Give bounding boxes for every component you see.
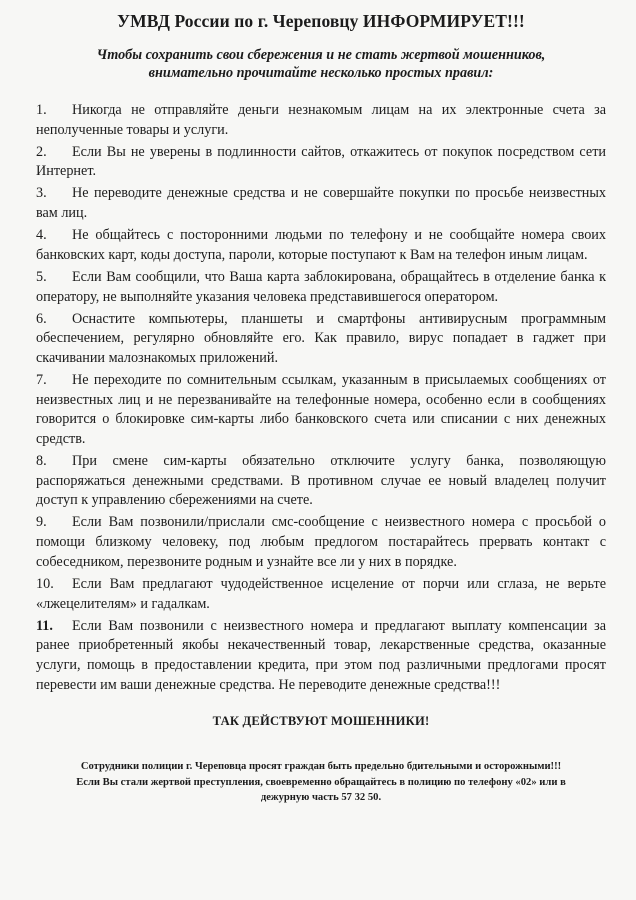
rule-text: Если Вы не уверены в подлинности сайтов, откажитесь от покупок посредством сети Интернет. [36,143,606,180]
rule-number: 7. [36,371,47,388]
rule-item [36,143,606,182]
rule-item [36,310,606,369]
rule-number: 4. [36,227,47,244]
rule-number: 1. [36,102,47,118]
rule-number: 2. [36,143,47,160]
rule-text: При смене сим-карты обязательно отключите услугу банка, позволяющую распоряжаться денежными средствами. В противном случае ее новый владелец получит доступ к управлению сбережениями на счете. [36,453,606,509]
footer-line-1: Сотрудники полиции г. Череповца просят граждан быть предельно бдительными и осторожными!!! [80,761,562,773]
footer-notice [36,759,606,806]
rule-text: Никогда не отправляйте деньги незнакомым лицам на их электронные счета за неполученные товары и услуги. [36,102,606,138]
rule-text: Если Вам позвонили/прислали смс-сообщение с неизвестного номера с просьбой о помощи близкому человеку, под любым предлогом постарайтесь прервать контакт с собеседником, перезвоните родным и узнайте все ли у них в порядке. [36,514,606,570]
rule-item [36,268,606,307]
rule-text: Если Вам позвонили с неизвестного номера и предлагают выплату компенсации за ранее приобретенный якобы некачественный товар, лекарственные средства, оказанные услуги, помощь в предоставлении кредита, при этом под различными предлогами просят перевести им ваши денежные средства. Не переводите денежные средства!!! [36,617,606,693]
rule-text: Если Вам предлагают чудодейственное исцеление от порчи или сглаза, не верьте «лжецелителям» и гадалкам. [36,575,606,612]
rule-item [36,575,606,614]
warning-heading: ТАК ДЕЙСТВУЮТ МОШЕННИКИ! [212,714,430,729]
footer-line-2: Если Вы стали жертвой преступления, своевременно обращайтесь в полицию по телефону «02» или в [76,776,566,788]
rule-number: 10. [36,575,54,592]
rule-item [36,184,606,223]
subtitle-line-1: Чтобы сохранить свои сбережения и не стать жертвой мошенников, [96,47,546,63]
document-subtitle [36,46,606,82]
rule-item [36,101,606,140]
rule-text: Оснастите компьютеры, планшеты и смартфоны антивирусным программным обеспечением, регулярно обновляйте его. Как правило, вирус попадает в гаджет при скачивании малознакомых приложений. [36,310,606,366]
rule-text: Если Вам сообщили, что Ваша карта заблокирована, обращайтесь в отделение банка к оператору, не выполняйте указания человека представившегося оператором. [36,268,606,305]
rule-text: Не общайтесь с посторонними людьми по телефону и не сообщайте номера своих банковских карт, коды доступа, пароли, которые поступают к Вам на телефон иным лицам. [36,227,606,263]
rule-number: 5. [36,268,47,285]
rule-item [36,513,606,572]
rule-number: 9. [36,514,47,531]
rule-number: 8. [36,453,47,470]
rule-number: 11. [36,617,53,634]
document-title: УМВД России по г. Череповцу ИНФОРМИРУЕТ!!! [117,11,525,31]
rule-number: 6. [36,310,47,327]
rules-list [36,101,606,695]
rule-text: Не переходите по сомнительным ссылкам, указанным в присылаемых сообщениях от неизвестных лиц и не перезванивайте на телефонные номера, особенно если в сообщениях говорится о блокировке сим-карты либо банковского счета или списании с них денежных средств. [36,371,606,448]
rule-item [36,617,606,696]
rule-number: 3. [36,185,47,202]
rule-item [36,452,606,511]
rule-text: Не переводите денежные средства и не совершайте покупки по просьбе неизвестных вам лиц. [36,185,606,222]
footer-line-3: дежурную часть 57 32 50. [260,792,382,804]
rule-item [36,371,606,450]
rule-item [36,226,606,265]
subtitle-line-2: внимательно прочитайте несколько простых правил: [148,65,494,81]
